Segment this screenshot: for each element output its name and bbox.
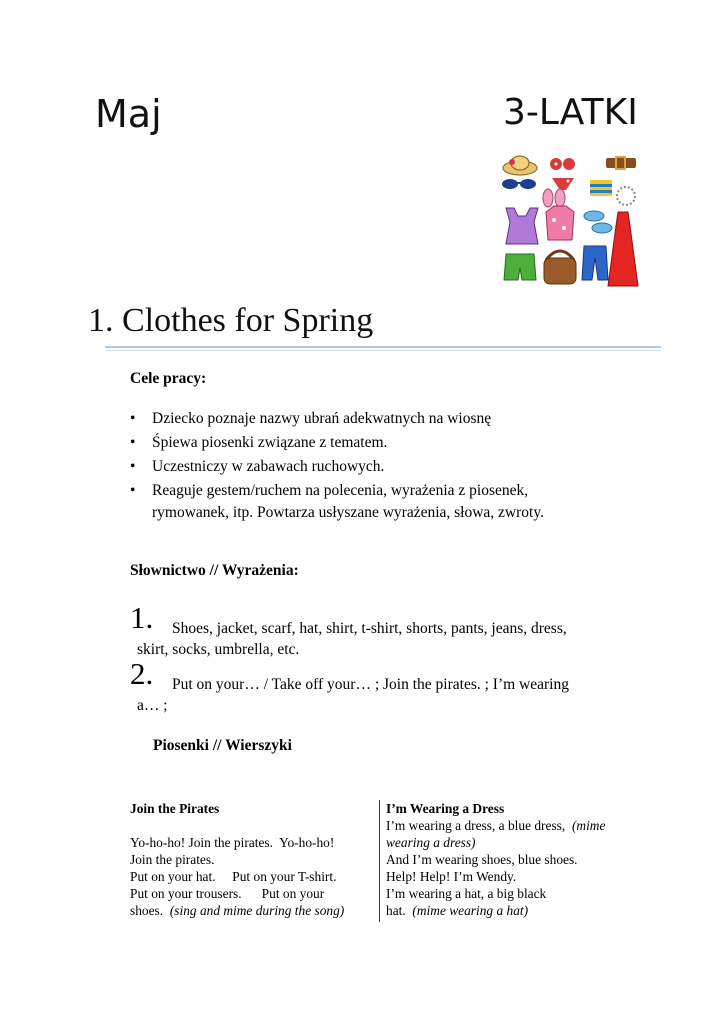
list-item: • Dziecko poznaje nazwy ubrań adekwatnych na wiosnę	[130, 408, 610, 430]
title-underline-shadow	[105, 350, 661, 351]
month-heading: Maj	[95, 92, 162, 136]
song-im-wearing-a-dress	[386, 800, 642, 919]
song-line: Put on your hat. Put on your T-shirt.	[130, 869, 337, 884]
bullet-icon: •	[130, 434, 136, 451]
list-item: • Reaguje gestem/ruchem na polecenia, wyrażenia z piosenek, rymowanek, itp. Powtarza usłyszane wyrażenia, słowa, zwroty.	[130, 482, 544, 521]
vocabulary-item-1: 1. Shoes, jacket, scarf, hat, shirt, t-shirt, shorts, pants, jeans, dress, skirt, socks, umbrella, etc.	[130, 600, 567, 658]
songs-label: Piosenki // Wierszyki	[153, 737, 292, 754]
bullet-icon: •	[130, 458, 136, 475]
vocabulary-label: Słownictwo // Wyrażenia:	[130, 562, 299, 579]
goals-list	[130, 408, 610, 526]
song-line: Help! Help! I’m Wendy.	[386, 869, 517, 884]
song-line: And I’m wearing shoes, blue shoes.	[386, 852, 578, 867]
song-line: shoes. (sing and mime during the song)	[130, 903, 345, 918]
list-item: • Śpiewa piosenki związane z tematem.	[130, 432, 610, 454]
stage-direction: wearing a dress)	[386, 835, 476, 850]
item-number: 1.	[130, 600, 154, 635]
list-item: • Uczestniczy w zabawach ruchowych.	[130, 456, 610, 478]
song-line: Join the pirates.	[130, 852, 215, 867]
stage-direction: (mime wearing a hat)	[412, 903, 529, 918]
title-underline	[105, 346, 661, 348]
page-title: 1. Clothes for Spring	[88, 302, 374, 339]
age-group-heading: 3-LATKI	[503, 92, 638, 133]
bullet-icon: •	[130, 482, 136, 499]
song-title: I’m Wearing a Dress	[386, 801, 505, 816]
column-divider	[379, 800, 380, 922]
stage-direction: (mime	[571, 818, 606, 833]
song-line: Put on your trousers. Put on your	[130, 886, 325, 901]
item-number: 2.	[130, 656, 154, 691]
song-line: Yo-ho-ho! Join the pirates. Yo-ho-ho!	[130, 835, 335, 850]
song-line: I’m wearing a hat, a big black	[386, 886, 547, 901]
spring-clothes-clipart-icon	[498, 150, 644, 290]
song-line: I’m wearing a dress, a blue dress, (mime	[386, 818, 606, 833]
vocabulary-item-2: 2. Put on your… / Take off your… ; Join the pirates. ; I’m wearing a… ;	[130, 656, 569, 714]
bullet-icon: •	[130, 410, 136, 427]
song-title: Join the Pirates	[130, 801, 220, 816]
stage-direction: (sing and mime during the song)	[169, 903, 345, 918]
goals-label: Cele pracy:	[130, 370, 207, 387]
song-join-the-pirates	[130, 800, 375, 919]
song-line: hat. (mime wearing a hat)	[386, 903, 529, 918]
